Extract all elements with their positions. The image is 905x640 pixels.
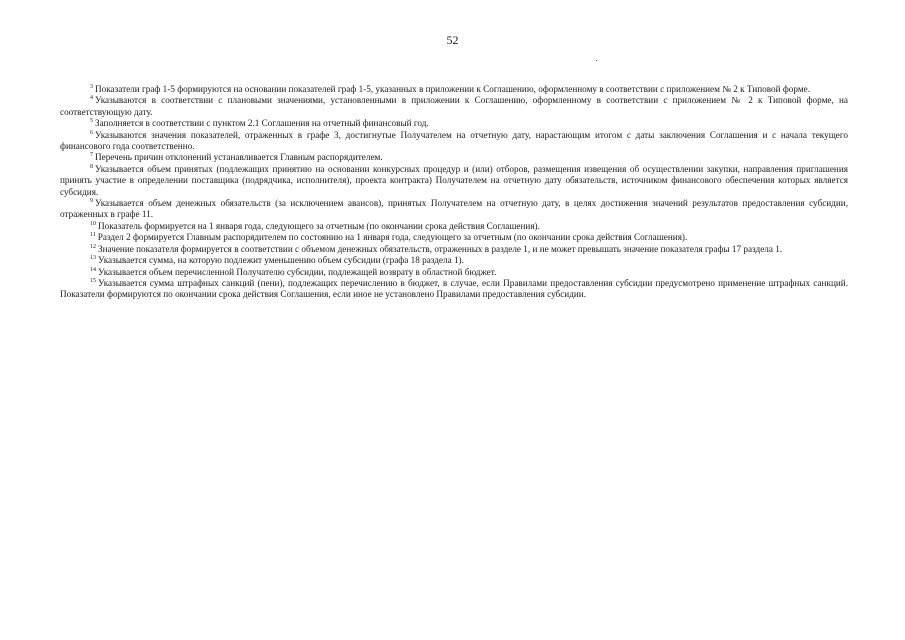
footnote-text: Значение показателя формируется в соответствии с объемом денежных обязательств, отраженных в разделе 1, и не может превышать значение показателя графы 17 раздела 1. — [98, 243, 783, 254]
footnote-text: Показатель формируется на 1 января года, следующего за отчетным (по окончании срока действия Соглашения). — [98, 220, 540, 231]
footnote-number: 11 — [90, 232, 96, 239]
footnote-text: Указывается объем принятых (подлежащих принятию на основании конкурсных процедур и (или) отборов, размещения извещения об осуществлении закупки, направления приглашения принять участие в определении поставщика (подрядчика, исполнителя), проекта контракта) Получателем на отчетную дату обязательств, источником финансового обеспечения которых является субсидия. — [60, 163, 848, 197]
footnote-11 — [60, 232, 848, 243]
footnote-text: Показатели граф 1-5 формируются на основании показателей граф 1-5, указанных в приложении к Соглашению, оформленному в соответствии с приложением № 2 к Типовой форме. — [95, 84, 811, 94]
footnote-12 — [60, 244, 848, 255]
footnote-number: 15 — [90, 277, 96, 284]
footnote-number: 6 — [90, 129, 93, 136]
footnote-number: 9 — [90, 198, 93, 205]
footnote-text: Указываются в соответствии с плановыми значениями, установленными в приложении к Соглашению, оформленному в соответствии с приложением № 2 к Типовой форме, на соответствующую дату. — [60, 95, 848, 117]
footnote-number: 10 — [90, 220, 96, 227]
footnote-8 — [60, 164, 848, 198]
footnote-text: Указывается сумма штрафных санкций (пени), подлежащих перечислению в бюджет, в случае, если Правилами предоставления субсидии предусмотрено применение штрафных санкций. Показатели формируются по окончании срока действия Соглашения, если иное не установлено Правилами предоставления субсидии. — [60, 277, 848, 300]
footnote-number: 14 — [90, 266, 96, 273]
footnote-number: 4 — [90, 95, 93, 102]
footnotes-block — [60, 84, 848, 301]
footnote-10 — [60, 221, 848, 232]
footnote-15 — [60, 278, 848, 301]
footnote-3 — [60, 84, 848, 95]
scan-dot — [596, 60, 597, 61]
footnote-5 — [60, 118, 848, 129]
footnote-number: 12 — [90, 243, 96, 250]
footnote-number: 5 — [90, 118, 93, 125]
footnote-number: 3 — [90, 84, 93, 90]
footnote-6 — [60, 130, 848, 153]
footnote-4 — [60, 95, 848, 118]
footnote-number: 8 — [90, 163, 93, 170]
footnote-text: Указывается сумма, на которую подлежит уменьшению объем субсидии (графа 18 раздела 1). — [98, 255, 464, 266]
footnote-number: 7 — [90, 152, 93, 159]
footnote-text: Заполняется в соответствии с пунктом 2.1 Соглашения на отчетный финансовый год. — [95, 118, 429, 129]
footnote-14 — [60, 267, 848, 278]
footnote-text: Перечень причин отклонений устанавливается Главным распорядителем. — [95, 152, 383, 163]
footnote-9 — [60, 198, 848, 221]
footnote-text: Указываются значения показателей, отраженных в графе 3, достигнутые Получателем на отчетную дату, нарастающим итогом с даты заключения Соглашения и с начала текущего финансового года соответственно. — [60, 129, 848, 152]
footnote-13 — [60, 255, 848, 266]
footnote-text: Раздел 2 формируется Главным распорядителем по состоянию на 1 января года, следующего за отчетным (по окончании срока действия Соглашения). — [97, 232, 688, 243]
footnote-number: 13 — [90, 255, 96, 262]
footnote-text: Указывается объем перечисленной Получателю субсидии, подлежащей возврату в областной бюджет. — [98, 266, 497, 277]
footnote-7 — [60, 152, 848, 163]
page-number: 52 — [446, 33, 459, 47]
footnote-text: Указывается объем денежных обязательств (за исключением авансов), принятых Получателем на отчетную дату, в целях достижения значений результатов предоставления субсидии, отраженных в графе 11. — [60, 198, 848, 220]
